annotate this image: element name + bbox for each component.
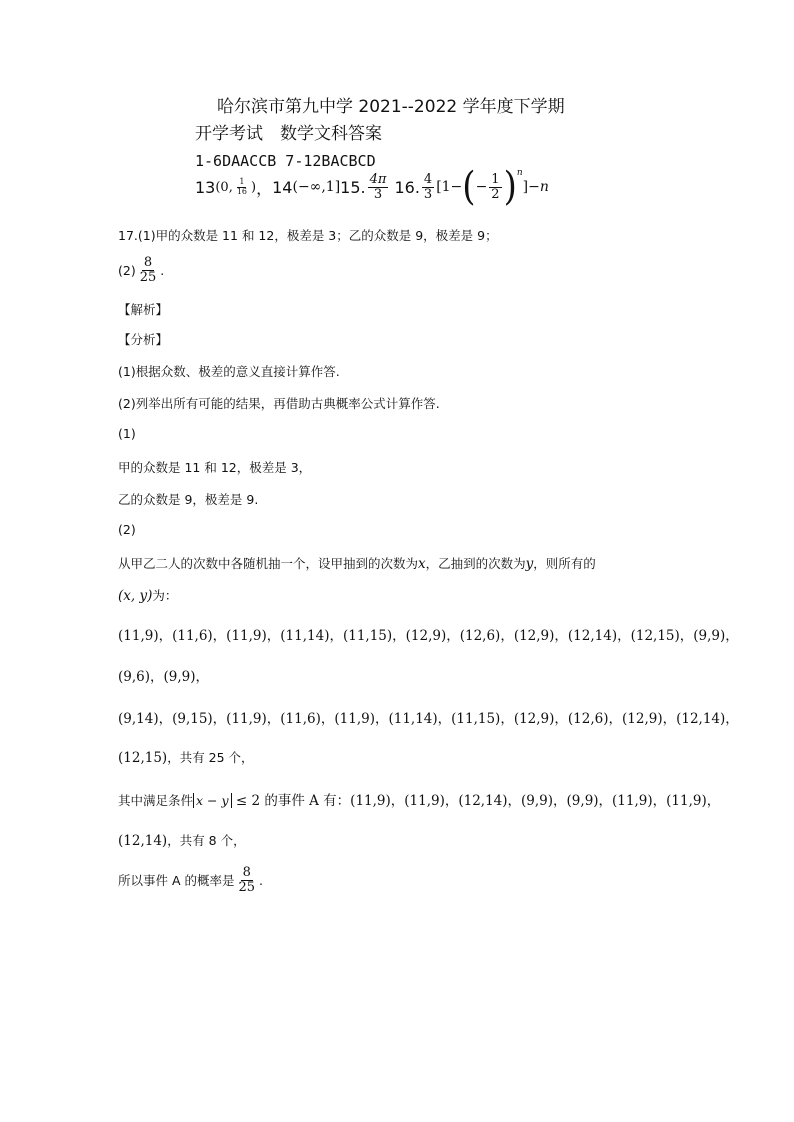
q16-den: 3: [423, 186, 433, 202]
q14-label: 14: [272, 177, 293, 197]
q16-inner-den: 2: [491, 186, 500, 202]
q16-fraction: [422, 173, 434, 201]
pair-intro: (x, y)为：: [118, 588, 178, 604]
q16-inner-num: 1: [491, 171, 500, 187]
outcomes-line-3: (9,14)，(9,15)，(11,9)，(11,6)，(11,9)，(11,14)，(11,15)，(12,9)，(12,6)，(12,9)，(12,14)，: [118, 711, 739, 727]
header: [195, 94, 565, 175]
fill-blank-answers: 13 (0, $\frac{1}{16}$ ) ， 14 (−∞,1] 15. $\frac{4\pi}{3}$ 16. $\frac{4}{3}$ [1− ( − $\frac{1}{2}$ ) $^n$ ]− n: [195, 164, 549, 210]
part-1-line-2: 乙的众数是 9，极差是 9.: [118, 492, 259, 507]
section-analysis: 【解析】: [118, 302, 169, 317]
outcomes-line-1: (11,9)，(11,6)，(11,9)，(11,14)，(11,15)，(12,9)，(12,6)，(12,9)，(12,14)，(12,15)，(9,9)，: [118, 628, 739, 644]
q13-den: 16: [236, 186, 248, 196]
analysis-step-1: (1)根据众数、极差的意义直接计算作答.: [118, 364, 340, 379]
q15-label: 15.: [340, 177, 366, 197]
title-exam: 开学考试 数学文科答案: [195, 124, 382, 144]
q14-value: (−∞,1]: [292, 179, 341, 195]
part-1-line-1: 甲的众数是 11 和 12，极差是 3，: [118, 460, 312, 475]
q13-label: 13: [195, 177, 216, 197]
q13-fraction: [235, 178, 249, 196]
q15-den: 3: [373, 186, 383, 202]
probability-fraction: $\frac{8}{25}$: [238, 865, 256, 895]
separator: ，: [256, 178, 273, 198]
part-1-label: (1): [118, 426, 136, 441]
q13-close: ): [251, 179, 257, 195]
outcomes-total: (12,15)，共有 25 个，: [118, 750, 254, 766]
q16-label: 16.: [394, 177, 420, 197]
analysis-step-2: (2)列举出所有可能的结果，再借助古典概率公式计算作答.: [118, 396, 440, 411]
part-2-label: (2): [118, 522, 136, 537]
section-breakdown: 【分析】: [118, 332, 169, 347]
abs-expression: x − y: [193, 793, 232, 808]
q13-open: (0,: [215, 179, 233, 195]
q15-fraction: [368, 173, 389, 201]
q15-num: 4π: [369, 171, 387, 187]
choice-answers: 1-6DAACCB 7-12BACBCD: [195, 152, 376, 170]
q17-answer-1: 17.(1)甲的众数是 11 和 12，极差是 3；乙的众数是 9，极差是 9；: [118, 228, 498, 243]
event-a-line-1: 其中满足条件 x − y ≤ 2 的事件 A 有：(11,9)，(11,9)，(12,14)，(9,9)，(9,9)，(11,9)，(11,9)，: [118, 793, 721, 809]
q13-num: 1: [239, 177, 245, 187]
outcomes-line-2: (9,6)，(9,9)，: [118, 669, 210, 685]
q17-answer-2: (2) $\frac{8}{25}$ .: [118, 255, 165, 285]
q16-bracket: [1−: [436, 179, 463, 195]
event-a-total: (12,14)，共有 8 个，: [118, 833, 246, 849]
q16-tail: ]−: [522, 179, 540, 195]
final-probability: 所以事件 A 的概率是 $\frac{8}{25}$ .: [118, 865, 264, 895]
right-paren-icon: ): [503, 164, 517, 210]
answer-fraction: $\frac{8}{25}$: [139, 255, 157, 285]
q16-inner-fraction: [489, 173, 501, 201]
q16-n: n: [539, 179, 549, 195]
q16-exponent: n: [516, 168, 523, 178]
title-school: 哈尔滨市第九中学 2021--2022 学年度下学期: [217, 97, 565, 117]
q16-num: 4: [423, 171, 433, 187]
left-paren-icon: (: [462, 164, 476, 210]
part-2-intro: 从甲乙二人的次数中各随机抽一个，设甲抽到的次数为x，乙抽到的次数为y，则所有的: [118, 556, 596, 572]
